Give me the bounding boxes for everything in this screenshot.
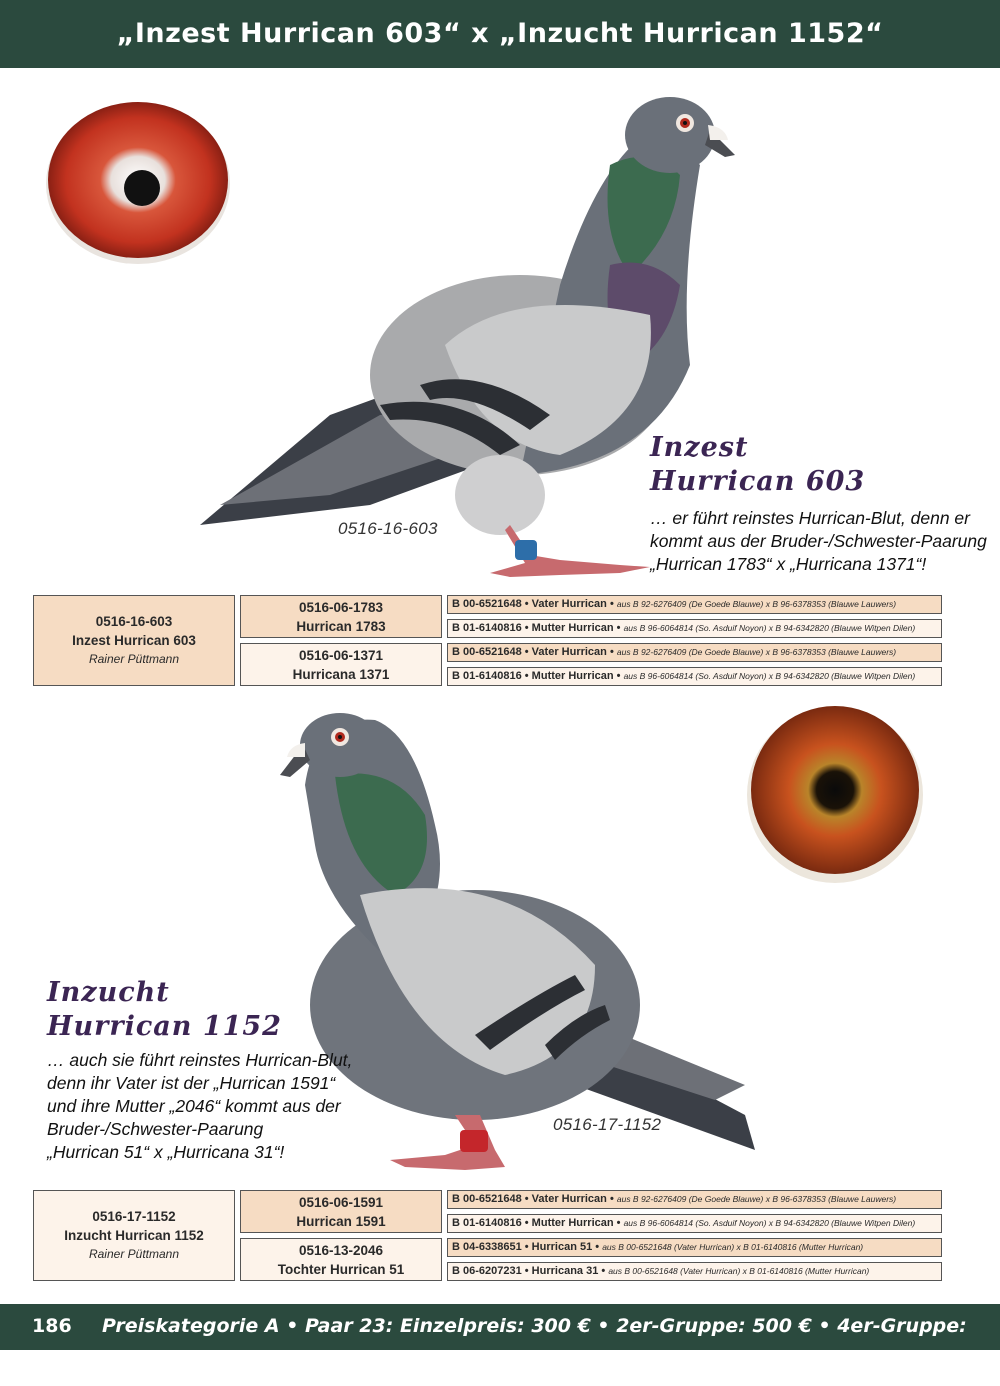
pedigree-mother-box-1152: [240, 1238, 442, 1281]
mother-name-603: Hurricana 1371: [292, 667, 390, 682]
pedigree-father-box-603: [240, 595, 442, 638]
mother-ring-603: 0516-06-1371: [298, 648, 384, 663]
pedigree-main-box-603: [33, 595, 235, 686]
bird-name-1152: [47, 976, 282, 1044]
bird-name-603: [650, 431, 865, 499]
ancestor-row-1152-2: B 01-6140816 • Mutter Hurrican • aus B 96-6064814 (So. Asduif Noyon) x B 94-6342820 (Blauwe Witpen Dilen): [447, 1214, 942, 1233]
main-breeder-603: Rainer Püttmann: [88, 652, 180, 666]
ancestor-row-603-1: B 00-6521648 • Vater Hurrican • aus B 92-6276409 (De Goede Blauwe) x B 96-6378353 (Blauwe Lauwers): [447, 595, 942, 614]
desc-603-line3: „Hurrican 1783“ x „Hurricana 1371“!: [650, 554, 927, 574]
ancestor-row-1152-1: B 00-6521648 • Vater Hurrican • aus B 92-6276409 (De Goede Blauwe) x B 96-6378353 (Blauwe Lauwers): [447, 1190, 942, 1209]
ancestor-603-3-detail: aus B 92-6276409 (De Goede Blauwe) x B 96-6378353 (Blauwe Lauwers): [616, 647, 897, 657]
ancestor-1152-2-main: B 01-6140816 • Mutter Hurrican: [452, 1217, 614, 1229]
desc-1152-line4: Bruder-/Schwester-Paarung: [47, 1119, 264, 1139]
father-ring-1152: 0516-06-1591: [298, 1195, 384, 1210]
desc-1152-line3: und ihre Mutter „2046“ kommt aus der: [47, 1096, 341, 1116]
main-name-603: Inzest Hurrican 603: [72, 633, 196, 648]
pedigree-mother-box-603: [240, 643, 442, 686]
main-name-1152: Inzucht Hurrican 1152: [64, 1228, 204, 1243]
father-name-603: Hurrican 1783: [296, 619, 386, 634]
bird-name-1152-line2: Hurrican 1152: [47, 1011, 282, 1042]
father-name-1152: Hurrican 1591: [296, 1214, 386, 1229]
main-breeder-1152: Rainer Püttmann: [88, 1247, 180, 1261]
bird-name-603-line1: Inzest: [650, 432, 749, 463]
ancestor-603-2-main: B 01-6140816 • Mutter Hurrican: [452, 622, 614, 634]
main-ring-603: 0516-16-603: [95, 614, 173, 629]
page-footer: [0, 1304, 1000, 1377]
desc-603-line2: kommt aus der Bruder-/Schwester-Paarung: [650, 531, 987, 551]
page-number: 186: [32, 1315, 72, 1337]
page-header: [0, 0, 1000, 68]
ancestor-1152-3-main: B 04-6338651 • Hurrican 51: [452, 1241, 593, 1253]
ancestor-603-4-detail: aus B 96-6064814 (So. Asduif Noyon) x B 94-6342820 (Blauwe Witpen Dilen): [623, 671, 916, 681]
ancestor-row-603-3: B 00-6521648 • Vater Hurrican • aus B 92-6276409 (De Goede Blauwe) x B 96-6378353 (Blauwe Lauwers): [447, 643, 942, 662]
ancestor-603-4-main: B 01-6140816 • Mutter Hurrican: [452, 670, 614, 682]
mother-name-1152: Tochter Hurrican 51: [277, 1262, 405, 1277]
desc-603-line1: … er führt reinstes Hurrican-Blut, denn er: [650, 508, 970, 528]
ring-label-603: 0516-16-603: [338, 519, 438, 538]
ancestor-1152-3-detail: aus B 00-6521648 (Vater Hurrican) x B 01-6140816 (Mutter Hurrican): [602, 1242, 864, 1252]
ancestor-row-1152-3: B 04-6338651 • Hurrican 51 • aus B 00-6521648 (Vater Hurrican) x B 01-6140816 (Mutter Hurrican): [447, 1238, 942, 1257]
ancestor-1152-1-main: B 00-6521648 • Vater Hurrican: [452, 1193, 607, 1205]
ancestor-603-1-detail: aus B 92-6276409 (De Goede Blauwe) x B 96-6378353 (Blauwe Lauwers): [616, 599, 897, 609]
desc-1152-line1: … auch sie führt reinstes Hurrican-Blut,: [47, 1050, 353, 1070]
bird-name-1152-line1: Inzucht: [47, 977, 170, 1008]
ring-label-1152: 0516-17-1152: [553, 1115, 662, 1134]
ancestor-603-2-detail: aus B 96-6064814 (So. Asduif Noyon) x B 94-6342820 (Blauwe Witpen Dilen): [623, 623, 916, 633]
ancestor-row-603-2: B 01-6140816 • Mutter Hurrican • aus B 96-6064814 (So. Asduif Noyon) x B 94-6342820 (Blauwe Witpen Dilen): [447, 619, 942, 638]
pricing-info: Preiskategorie A • Paar 23: Einzelpreis: 300 € • 2er-Gruppe: 500 € • 4er-Gruppe: 900 €: [102, 1315, 967, 1377]
desc-1152-line2: denn ihr Vater ist der „Hurrican 1591“: [47, 1073, 336, 1093]
father-ring-603: 0516-06-1783: [298, 600, 384, 615]
bird-description-1152: [47, 1049, 352, 1164]
main-ring-1152: 0516-17-1152: [92, 1209, 176, 1224]
ancestor-row-1152-4: B 06-6207231 • Hurricana 31 • aus B 00-6521648 (Vater Hurrican) x B 01-6140816 (Mutter Hurrican): [447, 1262, 942, 1281]
ancestor-603-3-main: B 00-6521648 • Vater Hurrican: [452, 646, 607, 658]
desc-1152-line5: „Hurrican 51“ x „Hurricana 31“!: [47, 1142, 285, 1162]
mother-ring-1152: 0516-13-2046: [298, 1243, 384, 1258]
page-title: „Inzest Hurrican 603“ x „Inzucht Hurrican 1152“: [116, 18, 884, 49]
ancestor-1152-2-detail: aus B 96-6064814 (So. Asduif Noyon) x B 94-6342820 (Blauwe Witpen Dilen): [623, 1218, 916, 1228]
bird-description-603: [650, 507, 987, 576]
pedigree-father-box-1152: [240, 1190, 442, 1233]
ancestor-603-1-main: B 00-6521648 • Vater Hurrican: [452, 598, 607, 610]
ancestor-1152-4-main: B 06-6207231 • Hurricana 31: [452, 1265, 599, 1277]
ancestor-row-603-4: B 01-6140816 • Mutter Hurrican • aus B 96-6064814 (So. Asduif Noyon) x B 94-6342820 (Blauwe Witpen Dilen): [447, 667, 942, 686]
ancestor-1152-1-detail: aus B 92-6276409 (De Goede Blauwe) x B 96-6378353 (Blauwe Lauwers): [616, 1194, 897, 1204]
pedigree-main-box-1152: [33, 1190, 235, 1281]
ancestor-1152-4-detail: aus B 00-6521648 (Vater Hurrican) x B 01-6140816 (Mutter Hurrican): [608, 1266, 870, 1276]
bird-name-603-line2: Hurrican 603: [650, 466, 866, 497]
